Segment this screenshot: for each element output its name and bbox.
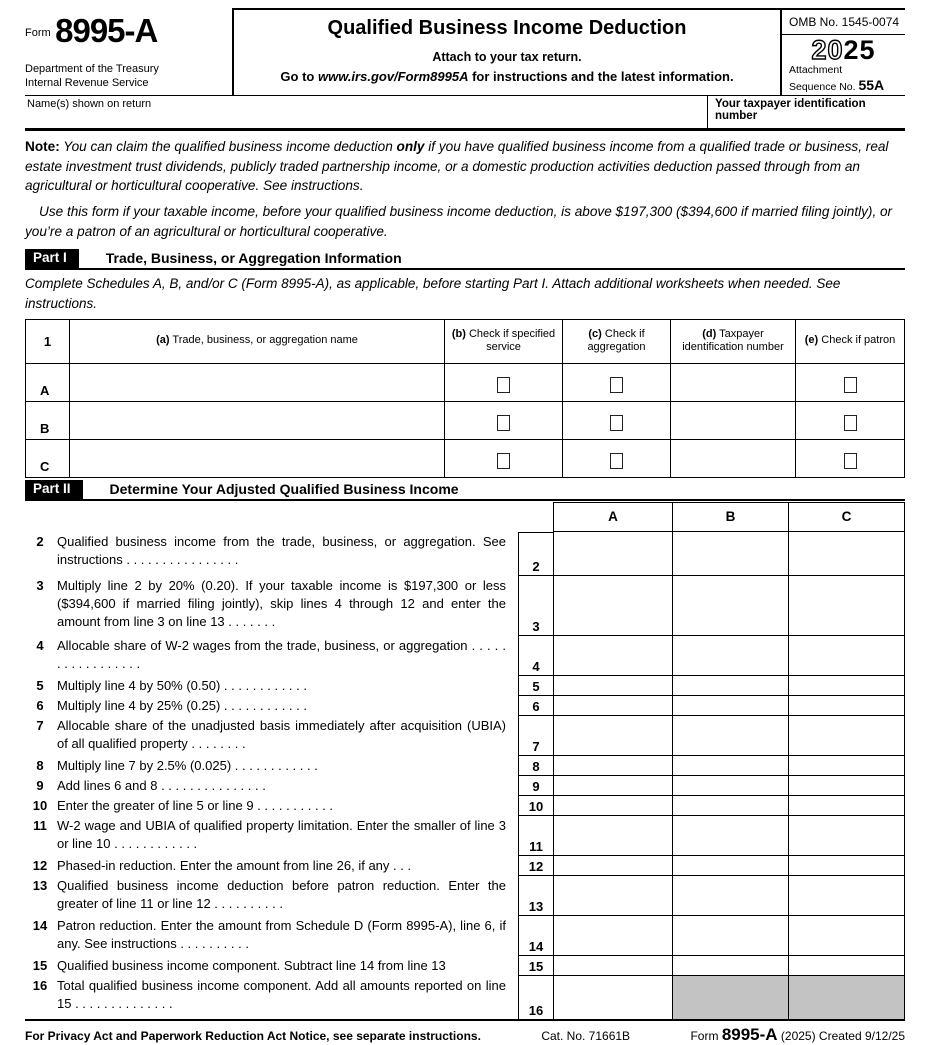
year-outline-digits: 20 xyxy=(811,35,844,65)
attachment-word: Attachment xyxy=(789,64,843,77)
checkbox-row-a-patron[interactable] xyxy=(844,377,857,393)
part2-badge: Part II xyxy=(25,480,83,499)
part2-line-6 xyxy=(25,696,905,716)
part2-line-14 xyxy=(25,916,905,956)
checkbox-row-c-patron[interactable] xyxy=(844,453,857,469)
year-bold-digits: 25 xyxy=(843,35,876,65)
sequence-number: 55A xyxy=(858,77,885,94)
col-header-specified-service xyxy=(444,320,562,363)
footer-form-id xyxy=(690,1025,905,1045)
line-14-box-number: 14 xyxy=(518,916,553,956)
line-6-box-number: 6 xyxy=(518,696,553,716)
part1-header-row xyxy=(26,320,904,363)
col-d-label: Taxpayer identification number xyxy=(682,327,784,354)
line-4-col-c-cell[interactable] xyxy=(788,636,905,676)
line-4-label: Allocable share of W-2 wages from the trade, business, or aggregation . . . . . . . . . . . . . . . . . xyxy=(57,637,506,671)
line-5-col-c-cell[interactable] xyxy=(788,676,905,696)
line-2-col-c-cell[interactable] xyxy=(788,532,905,576)
line-13-col-c-cell[interactable] xyxy=(788,876,905,916)
part2-line-12 xyxy=(25,856,905,876)
line-15-col-a-cell[interactable] xyxy=(553,956,672,976)
line-5-col-b-cell[interactable] xyxy=(672,676,788,696)
line-12-col-a-cell[interactable] xyxy=(553,856,672,876)
part1-table xyxy=(25,319,905,478)
part2-line-16 xyxy=(25,976,905,1019)
tin-field-label: Your taxpayer identification number xyxy=(715,97,866,122)
line-15-box-number: 15 xyxy=(518,956,553,976)
row-c-letter: C xyxy=(26,439,69,477)
line-13-label: Qualified business income deduction before patron reduction. Enter the greater of line 11 or line 12 . . . . . . . . . . xyxy=(57,877,506,911)
row-b-name-cell[interactable] xyxy=(69,401,444,439)
form-title-block xyxy=(232,8,782,95)
line-15-label: Qualified business income component. Subtract line 14 from line 13 xyxy=(57,957,446,973)
use-form-paragraph: Use this form if your taxable income, before your qualified business income deduction, is above $197,300 ($394,600 if married filing jointly), or you’re a patron of an agricultural or horticultural cooperative. xyxy=(25,204,893,239)
col-e-label: Check if patron xyxy=(818,334,896,347)
line-16-label: Total qualified business income component. Add all amounts reported on line 15 . . . . . . . . . . . . . . xyxy=(57,977,506,1011)
line-4-box-number: 4 xyxy=(518,636,553,676)
line-2-number: 2 xyxy=(36,533,44,549)
part2-line-15 xyxy=(25,956,905,976)
part2-line-5 xyxy=(25,676,905,696)
line-8-col-c-cell[interactable] xyxy=(788,756,905,776)
part2-col-a-header: A xyxy=(553,502,672,532)
line-4-number: 4 xyxy=(36,637,44,653)
line-3-number: 3 xyxy=(36,577,44,593)
line-2-label: Qualified business income from the trade, business, or aggregation. See instructions . . . . . . . . . . . . . . . . xyxy=(57,533,506,567)
line-7-col-a-cell[interactable] xyxy=(553,716,672,756)
row-b-aggregation-cell xyxy=(562,401,670,439)
col-a-key: (a) xyxy=(156,334,170,347)
line-7-box-number: 7 xyxy=(518,716,553,756)
line-4-col-a-cell[interactable] xyxy=(553,636,672,676)
row-a-specified-service-cell xyxy=(444,363,562,401)
footer-form-number: 8995-A xyxy=(721,1024,778,1044)
line-3-box-number: 3 xyxy=(518,576,553,636)
checkbox-row-c-specified-service[interactable] xyxy=(497,453,510,469)
line-11-col-b-cell[interactable] xyxy=(672,816,788,856)
line-8-col-b-cell[interactable] xyxy=(672,756,788,776)
line-2-box-number: 2 xyxy=(518,532,553,576)
form-footer xyxy=(25,1021,905,1045)
line-7-number: 7 xyxy=(36,717,44,733)
name-tin-row xyxy=(25,95,905,131)
row-b-tin-cell[interactable] xyxy=(670,401,795,439)
line-5-box-number: 5 xyxy=(518,676,553,696)
line-11-box-number: 11 xyxy=(518,816,553,856)
line-6-col-b-cell[interactable] xyxy=(672,696,788,716)
line-7-col-b-cell[interactable] xyxy=(672,716,788,756)
line-9-col-b-cell[interactable] xyxy=(672,776,788,796)
attach-instruction: Attach to your tax return. xyxy=(432,50,582,64)
line-14-col-b-cell[interactable] xyxy=(672,916,788,956)
col-e-key: (e) xyxy=(804,334,819,347)
line-15-number: 15 xyxy=(32,957,48,973)
privacy-notice: For Privacy Act and Paperwork Reduction Act Notice, see separate instructions. xyxy=(25,1028,481,1043)
row-c-patron-cell xyxy=(795,439,904,477)
col-b-key: (b) xyxy=(451,327,466,340)
line-9-col-c-cell[interactable] xyxy=(788,776,905,796)
name-field[interactable] xyxy=(25,96,707,128)
attachment-sequence xyxy=(782,64,905,95)
line-6-col-c-cell[interactable] xyxy=(788,696,905,716)
line-12-number: 12 xyxy=(32,857,48,873)
note-text-2: if you have qualified business income from a qualified trade or business, real estate investment trust dividends, publicly traded partnership income, or a domestic production activities deduction passed through from an agricultural or horticultural cooperative. See instructions. xyxy=(25,138,889,194)
line-9-label: Add lines 6 and 8 . . . . . . . . . . . . . . . xyxy=(57,777,266,793)
line-10-col-b-cell[interactable] xyxy=(672,796,788,816)
part2-line-8 xyxy=(25,756,905,776)
part2-line-10 xyxy=(25,796,905,816)
line-6-label: Multiply line 4 by 25% (0.25) . . . . . . . . . . . . xyxy=(57,697,307,713)
part1-row-c xyxy=(26,439,904,477)
line-11-col-c-cell[interactable] xyxy=(788,816,905,856)
line-13-col-b-cell[interactable] xyxy=(672,876,788,916)
part1-row-number: 1 xyxy=(43,333,52,349)
checkbox-row-b-aggregation[interactable] xyxy=(610,415,623,431)
form-number: 8995-A xyxy=(55,12,158,49)
col-header-name xyxy=(69,320,444,363)
note-bold-only: only xyxy=(396,138,425,154)
row-c-specified-service-cell xyxy=(444,439,562,477)
form-id-block xyxy=(25,8,232,95)
row-a-letter: A xyxy=(26,363,69,401)
col-header-tin xyxy=(670,320,795,363)
catalog-number: Cat. No. 71661B xyxy=(541,1028,631,1043)
note-paragraph xyxy=(25,137,905,196)
line-5-number: 5 xyxy=(36,677,44,693)
part2-line-2 xyxy=(25,532,905,576)
checkbox-row-b-patron[interactable] xyxy=(844,415,857,431)
part1-row-b xyxy=(26,401,904,439)
row-b-specified-service-cell xyxy=(444,401,562,439)
line-7-col-c-cell[interactable] xyxy=(788,716,905,756)
line-16-box-number: 16 xyxy=(518,976,553,1019)
line-16-col-c-cell-shaded xyxy=(788,976,905,1019)
line-14-col-c-cell[interactable] xyxy=(788,916,905,956)
line-11-label: W-2 wage and UBIA of qualified property limitation. Enter the smaller of line 3 or line 10 . . . . . . . . . . . . xyxy=(57,817,506,851)
line-10-col-c-cell[interactable] xyxy=(788,796,905,816)
part2-column-headers xyxy=(25,502,905,532)
line-16-col-b-cell-shaded xyxy=(672,976,788,1019)
name-field-label: Name(s) shown on return xyxy=(27,97,152,110)
agency-line-2: Internal Revenue Service xyxy=(25,77,149,90)
line-12-label: Phased-in reduction. Enter the amount from line 26, if any . . . xyxy=(57,857,412,873)
part1-row-a xyxy=(26,363,904,401)
row-a-tin-cell[interactable] xyxy=(670,363,795,401)
note-bold-prefix: Note: xyxy=(25,138,60,154)
sequence-label: Sequence No. xyxy=(789,81,859,94)
line-6-number: 6 xyxy=(36,697,44,713)
line-10-col-a-cell[interactable] xyxy=(553,796,672,816)
line-7-label: Allocable share of the unadjusted basis immediately after acquisition (UBIA) of all qualified property . . . . . . . . xyxy=(57,717,506,751)
row-c-tin-cell[interactable] xyxy=(670,439,795,477)
part2-col-c-header: C xyxy=(788,502,905,532)
line-8-box-number: 8 xyxy=(518,756,553,776)
footer-form-word: Form xyxy=(690,1028,722,1043)
part1-title: Trade, Business, or Aggregation Information xyxy=(105,250,402,267)
col-c-label: Check if aggregation xyxy=(587,327,646,354)
part1-instructions: Complete Schedules A, B, and/or C (Form 8995-A), as applicable, before starting Part I. Attach additional worksheets when needed. See instructions. xyxy=(25,276,841,311)
line-6-col-a-cell[interactable] xyxy=(553,696,672,716)
line-3-col-b-cell[interactable] xyxy=(672,576,788,636)
row-b-letter: B xyxy=(26,401,69,439)
row-a-name-cell[interactable] xyxy=(69,363,444,401)
line-14-label: Patron reduction. Enter the amount from Schedule D (Form 8995-A), line 6, if any. See instructions . . . . . . . . . . xyxy=(57,917,506,951)
goto-instruction xyxy=(234,69,780,84)
col-b-label: Check if specified service xyxy=(465,327,556,354)
line-9-col-a-cell[interactable] xyxy=(553,776,672,796)
note-section xyxy=(25,131,905,248)
line-10-number: 10 xyxy=(32,797,48,813)
tax-year xyxy=(782,35,905,64)
line-12-box-number: 12 xyxy=(518,856,553,876)
line-15-col-b-cell[interactable] xyxy=(672,956,788,976)
part2-col-b-header: B xyxy=(672,502,788,532)
line-8-label: Multiply line 7 by 2.5% (0.025) . . . . . . . . . . . . xyxy=(57,757,318,773)
part2-banner xyxy=(25,480,905,501)
line-14-number: 14 xyxy=(32,917,48,933)
footer-form-suffix: (2025) Created 9/12/25 xyxy=(777,1028,905,1043)
line-3-col-c-cell[interactable] xyxy=(788,576,905,636)
row-a-patron-cell xyxy=(795,363,904,401)
goto-suffix: for instructions and the latest information. xyxy=(468,69,734,84)
part2-line-7 xyxy=(25,716,905,756)
line-16-col-a-cell[interactable] xyxy=(553,976,672,1019)
part2-title: Determine Your Adjusted Qualified Business Income xyxy=(109,480,459,497)
row-b-patron-cell xyxy=(795,401,904,439)
line-11-col-a-cell[interactable] xyxy=(553,816,672,856)
line-11-number: 11 xyxy=(33,817,47,833)
row-c-aggregation-cell xyxy=(562,439,670,477)
note-text-1: You can claim the qualified business income deduction xyxy=(59,138,397,154)
row-a-aggregation-cell xyxy=(562,363,670,401)
form-header xyxy=(25,8,905,95)
irs-url: www.irs.gov/Form8995A xyxy=(317,69,469,84)
part2-line-13 xyxy=(25,876,905,916)
checkbox-row-a-specified-service[interactable] xyxy=(497,377,510,393)
line-12-col-c-cell[interactable] xyxy=(788,856,905,876)
part2-line-11 xyxy=(25,816,905,856)
page-title: Qualified Business Income Deduction xyxy=(327,17,687,39)
checkbox-row-c-aggregation[interactable] xyxy=(610,453,623,469)
line-2-col-b-cell[interactable] xyxy=(672,532,788,576)
line-8-number: 8 xyxy=(36,757,44,773)
line-5-label: Multiply line 4 by 50% (0.50) . . . . . . . . . . . . xyxy=(57,677,307,693)
col-d-key: (d) xyxy=(702,327,717,340)
goto-prefix: Go to xyxy=(280,69,318,84)
line-10-box-number: 10 xyxy=(518,796,553,816)
line-2-col-a-cell[interactable] xyxy=(553,532,672,576)
part2-line-4 xyxy=(25,636,905,676)
line-13-box-number: 13 xyxy=(518,876,553,916)
line-15-col-c-cell[interactable] xyxy=(788,956,905,976)
form-word: Form xyxy=(25,27,51,39)
col-header-patron xyxy=(795,320,904,363)
line-9-box-number: 9 xyxy=(518,776,553,796)
col-header-aggregation xyxy=(562,320,670,363)
line-14-col-a-cell[interactable] xyxy=(553,916,672,956)
part2-line-9 xyxy=(25,776,905,796)
checkbox-row-b-specified-service[interactable] xyxy=(497,415,510,431)
part1-banner xyxy=(25,249,905,270)
line-3-col-a-cell[interactable] xyxy=(553,576,672,636)
part2-table xyxy=(25,532,905,1019)
line-13-col-a-cell[interactable] xyxy=(553,876,672,916)
line-16-number: 16 xyxy=(32,977,48,993)
line-3-label: Multiply line 2 by 20% (0.20). If your taxable income is $197,300 or less ($394,600 if married filing jointly), skip lines 4 through 12 and enter the amount from line 3 on line 13 . . . . . . . xyxy=(57,577,506,630)
part1-badge: Part I xyxy=(25,249,79,268)
line-5-col-a-cell[interactable] xyxy=(553,676,672,696)
col-c-key: (c) xyxy=(588,327,602,340)
tin-field[interactable] xyxy=(707,96,905,128)
omb-year-block xyxy=(782,8,905,95)
checkbox-row-a-aggregation[interactable] xyxy=(610,377,623,393)
agency-line-1: Department of the Treasury xyxy=(25,63,159,75)
line-12-col-b-cell[interactable] xyxy=(672,856,788,876)
line-9-number: 9 xyxy=(36,777,44,793)
part2-line-3 xyxy=(25,576,905,636)
col-a-label: Trade, business, or aggregation name xyxy=(169,334,358,347)
line-10-label: Enter the greater of line 5 or line 9 . . . . . . . . . . . xyxy=(57,797,334,813)
row-c-name-cell[interactable] xyxy=(69,439,444,477)
omb-number: OMB No. 1545-0074 xyxy=(782,10,905,35)
line-4-col-b-cell[interactable] xyxy=(672,636,788,676)
line-13-number: 13 xyxy=(32,877,48,893)
line-8-col-a-cell[interactable] xyxy=(553,756,672,776)
